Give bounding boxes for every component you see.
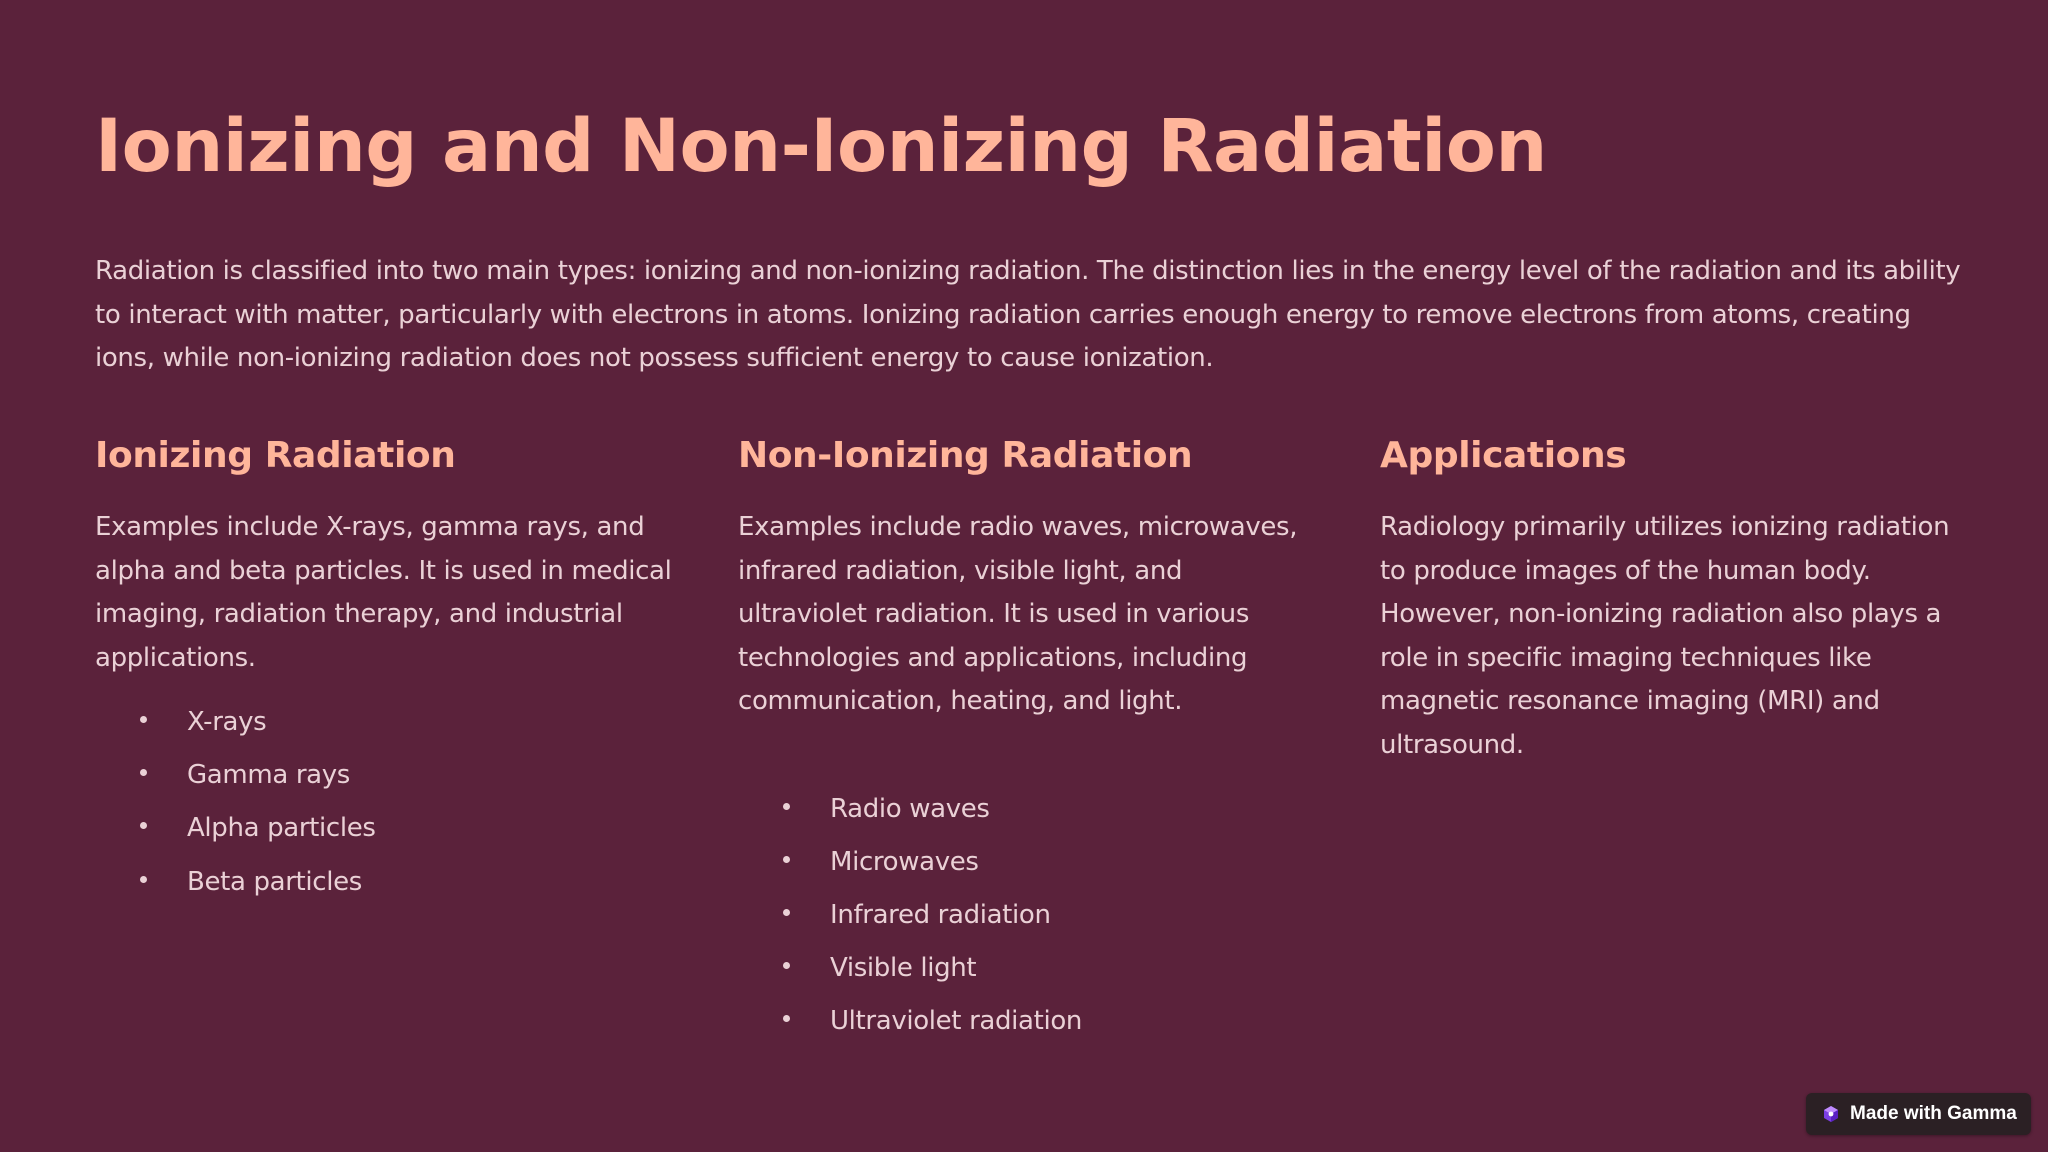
list-item-label: X-rays	[187, 707, 267, 737]
bullet-list	[738, 783, 1318, 1049]
bullet-dot-icon	[783, 803, 790, 810]
list-item-label: Microwaves	[830, 846, 979, 877]
list-item	[738, 995, 1318, 1048]
column-heading: Non-Ionizing Radiation	[738, 435, 1193, 476]
column-body: Examples include radio waves, microwaves, infrared radiation, visible light, and ultraviolet radiation. It is used in various technologies and applications, including communication, heating, and light.	[738, 512, 1298, 716]
list-item	[738, 942, 1318, 995]
list-item	[738, 836, 1318, 889]
list-item	[95, 749, 675, 802]
list-item	[738, 783, 1318, 836]
column-body: Radiology primarily utilizes ionizing radiation to produce images of the human body. However, non-ionizing radiation also plays a role in specific imaging techniques like magnetic resonance imaging (MRI) and ultrasound.	[1380, 512, 1950, 760]
intro-paragraph: Radiation is classified into two main types: ionizing and non-ionizing radiation. The distinction lies in the energy level of the radiation and its ability to interact with matter, particularly with electrons in atoms. Ionizing radiation carries enough energy to remove electrons from atoms, creating ions, while non-ionizing radiation does not possess sufficient energy to cause ionization.	[95, 256, 1961, 373]
list-item	[95, 856, 675, 909]
slide-title: Ionizing and Non-Ionizing Radiation	[95, 104, 1547, 189]
column-non-ionizing	[738, 432, 1318, 1049]
bullet-dot-icon	[140, 876, 147, 883]
list-item-label: Ultraviolet radiation	[830, 1006, 1083, 1037]
bullet-dot-icon	[783, 962, 790, 969]
badge-label: Made with Gamma	[1850, 1103, 2017, 1124]
bullet-dot-icon	[783, 856, 790, 863]
bullet-dot-icon	[783, 909, 790, 916]
gamma-logo-icon	[1822, 1105, 1840, 1123]
list-item-label: Beta particles	[187, 866, 362, 897]
bullet-dot-icon	[140, 716, 147, 723]
column-applications	[1380, 432, 1960, 767]
made-with-gamma-badge[interactable]	[1806, 1093, 2031, 1135]
bullet-dot-icon	[783, 1015, 790, 1022]
list-item	[95, 802, 675, 855]
column-body: Examples include X-rays, gamma rays, and alpha and beta particles. It is used in medical imaging, radiation therapy, and industrial applications.	[95, 512, 672, 673]
list-item-label: Gamma rays	[187, 760, 350, 791]
list-item-label: Alpha particles	[187, 813, 376, 844]
column-ionizing	[95, 432, 675, 909]
bullet-list	[95, 696, 675, 909]
list-item-label: Radio waves	[830, 793, 990, 824]
list-item	[95, 696, 675, 749]
bullet-dot-icon	[140, 822, 147, 829]
column-heading: Ionizing Radiation	[95, 435, 456, 476]
list-item-label: Visible light	[830, 953, 977, 984]
column-heading: Applications	[1380, 435, 1627, 476]
list-item	[738, 889, 1318, 942]
list-item-label: Infrared radiation	[830, 899, 1051, 930]
bullet-dot-icon	[140, 769, 147, 776]
